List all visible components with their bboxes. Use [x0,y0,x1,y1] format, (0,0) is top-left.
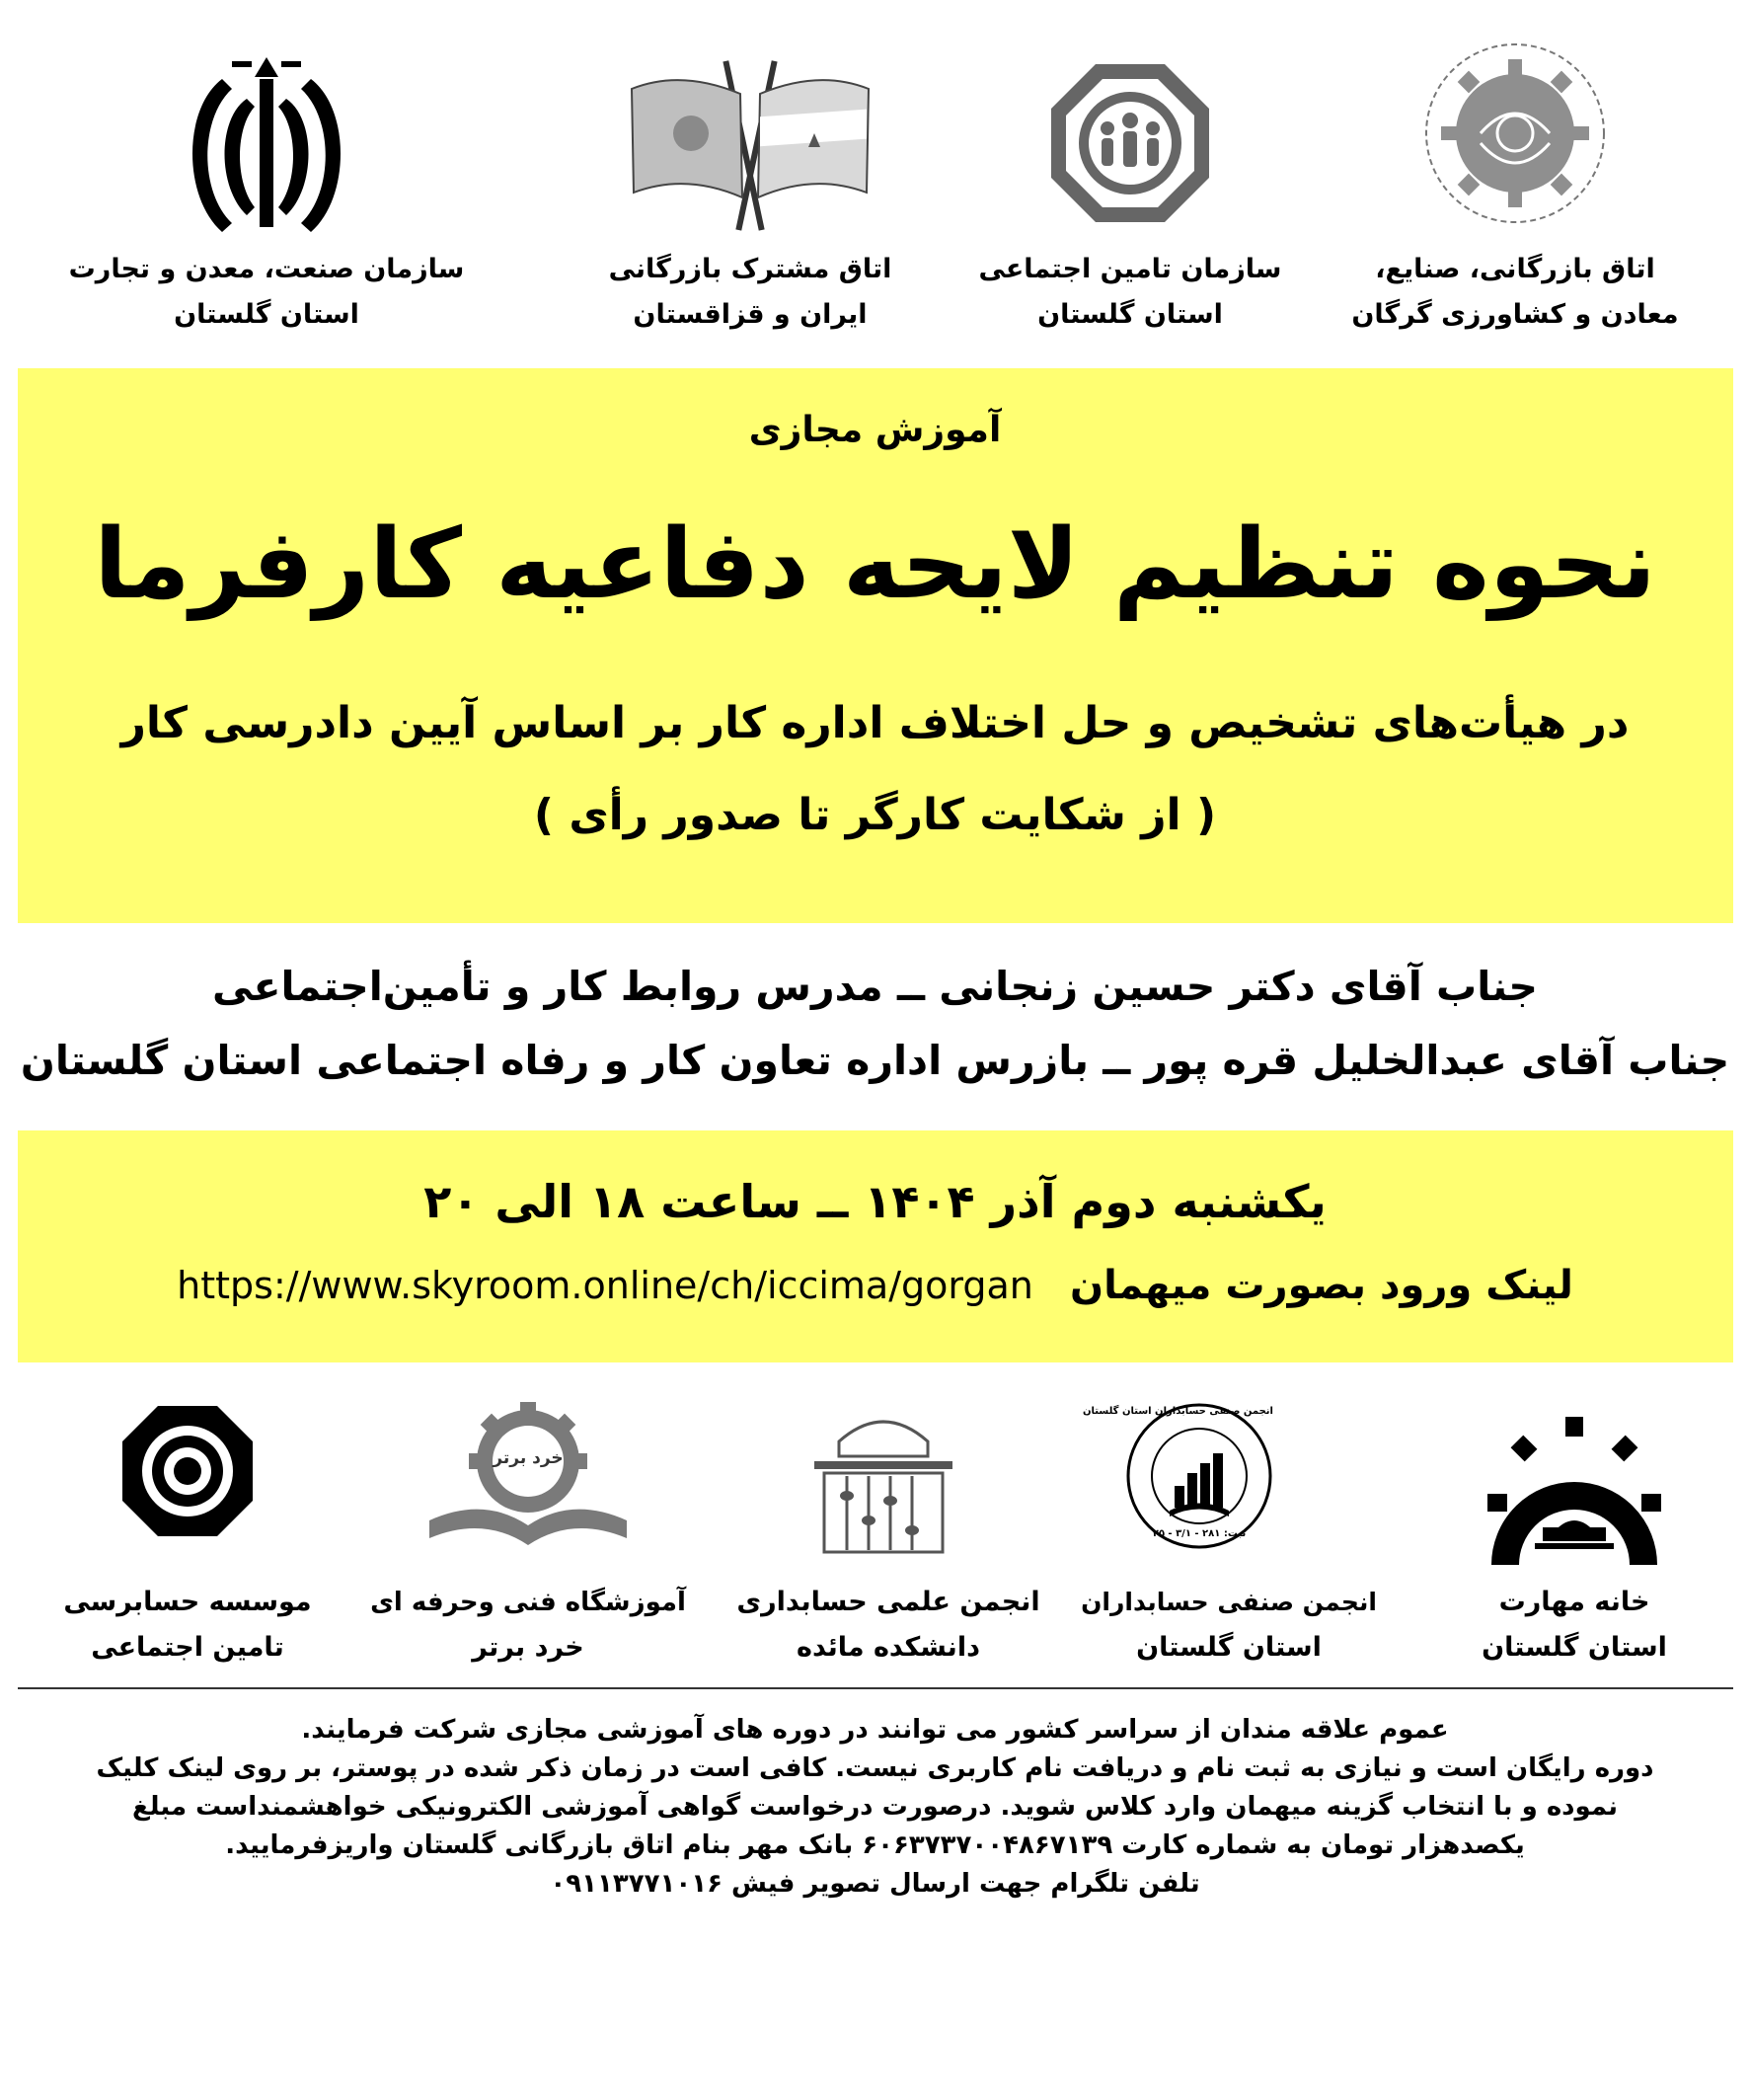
iran-kazakhstan-flags-logo [622,49,878,237]
caption-maedeh [725,1580,1051,1671]
caption-line: دانشکده مائده [797,1632,980,1663]
footer-line: تلفن تلگرام جهت ارسال تصویر فیش ۰۹۱۱۳۷۷۱۰۱۶ [550,1869,1200,1899]
divider [18,1687,1733,1689]
caption-line: خانه مهارت [1498,1587,1650,1617]
caption-line: ایران و قزاقستان [633,299,868,330]
caption-flags [553,247,948,338]
caption-iran-emblem [59,247,474,338]
course-type: آموزش مجازی [748,410,1002,450]
social-security-logo [1046,59,1214,227]
course-scope: در هیأت‌های تشخیص و حل اختلاف اداره کار بر اساس آیین دادرسی کار [120,698,1630,748]
caption-line: تامین اجتماعی [91,1632,284,1663]
caption-line: استان گلستان [1037,299,1223,330]
caption-line: موسسه حسابرسی [63,1587,312,1617]
caption-social-security [938,247,1323,338]
caption-audit-institute [39,1580,336,1671]
footer-notes [59,1711,1691,1904]
event-band [18,1130,1733,1362]
event-url-link[interactable]: https://www.skyroom.online/ch/iccima/gorgan [177,1264,1033,1307]
caption-line: آموزشگاه فنی وحرفه ای [370,1588,686,1617]
event-link-label: لینک ورود بصورت میهمان [1069,1263,1573,1308]
event-link-row [0,1263,1750,1308]
caption-line: خرد برتر [472,1632,584,1663]
caption-accountants [1076,1580,1382,1671]
caption-line: سازمان تامین اجتماعی [978,254,1282,284]
caption-skills-house [1431,1580,1717,1671]
course-title: نحوه تنظیم لایحه دفاعیه کارفرما [94,508,1656,621]
caption-line: اتاق مشترک بازرگانی [608,254,892,284]
footer-line: عموم علاقه مندان از سراسر کشور می توانند در دوره های آموزشی مجازی شرکت فرمایند. [301,1715,1449,1745]
caption-line: سازمان صنعت، معدن و تجارت [68,254,465,284]
accountants-seal-text: انجمن صنفی حسابداران استان گلستان [1083,1406,1273,1417]
caption-line: معادن و کشاورزی گرگان [1351,299,1679,330]
caption-line: استان گلستان [1136,1632,1322,1663]
accountants-seal-registration: ثبت: ۲۸۱ - ۳/۱ - ۲۵ [1152,1528,1247,1539]
accountants-association-logo [1083,1402,1273,1550]
event-datetime: یکشنبه دوم آذر ۱۴۰۴ ــ ساعت ۱۸ الی ۲۰ [423,1175,1327,1228]
caption-chamber-of-commerce [1332,247,1698,338]
iran-emblem-logo [178,49,355,237]
caption-line: استان گلستان [1482,1632,1667,1663]
audit-institute-logo [118,1402,257,1540]
kherad-bartar-logo [424,1402,632,1550]
lecturer-2: جناب آقای عبدالخلیل قره پور ــ بازرس اداره تعاون کار و رفاه اجتماعی استان گلستان [20,1037,1730,1084]
caption-line: اتاق بازرگانی، صنایع، [1375,254,1655,284]
maedeh-accounting-logo [809,1402,957,1560]
footer-line: دوره رایگان است و نیازی به ثبت نام و دریافت نام کاربری نیست. کافی است در زمان ذکر شده در پوستر، بر روی لینک کلیک [96,1753,1654,1783]
caption-line: انجمن صنفی حسابداران [1081,1588,1377,1616]
caption-line: استان گلستان [174,299,359,330]
lecturer-1: جناب آقای دکتر حسین زنجانی ــ مدرس روابط کار و تأمین‌اجتماعی [212,963,1538,1010]
skills-house-logo [1485,1417,1663,1565]
caption-kherad-bartar [365,1580,691,1671]
footer-line: نموده و با انتخاب گزینه میهمان وارد کلاس شوید. درصورت درخواست گواهی آموزشی الکترونیکی خواهشمنداست مبلغ [131,1792,1619,1822]
caption-line: انجمن علمی حسابداری [736,1587,1040,1617]
course-range: ( از شکایت کارگر تا صدور رأی ) [533,790,1217,840]
chamber-of-commerce-logo [1421,39,1609,227]
kherad-bartar-logo-text: خرد برتر [493,1448,564,1468]
footer-line: یکصدهزار تومان به شماره کارت ۶۰۶۳۷۳۷۰۰۴۸۶۷۱۳۹ بانک مهر بنام اتاق بازرگانی گلستان واریزفرمایید. [225,1830,1525,1860]
